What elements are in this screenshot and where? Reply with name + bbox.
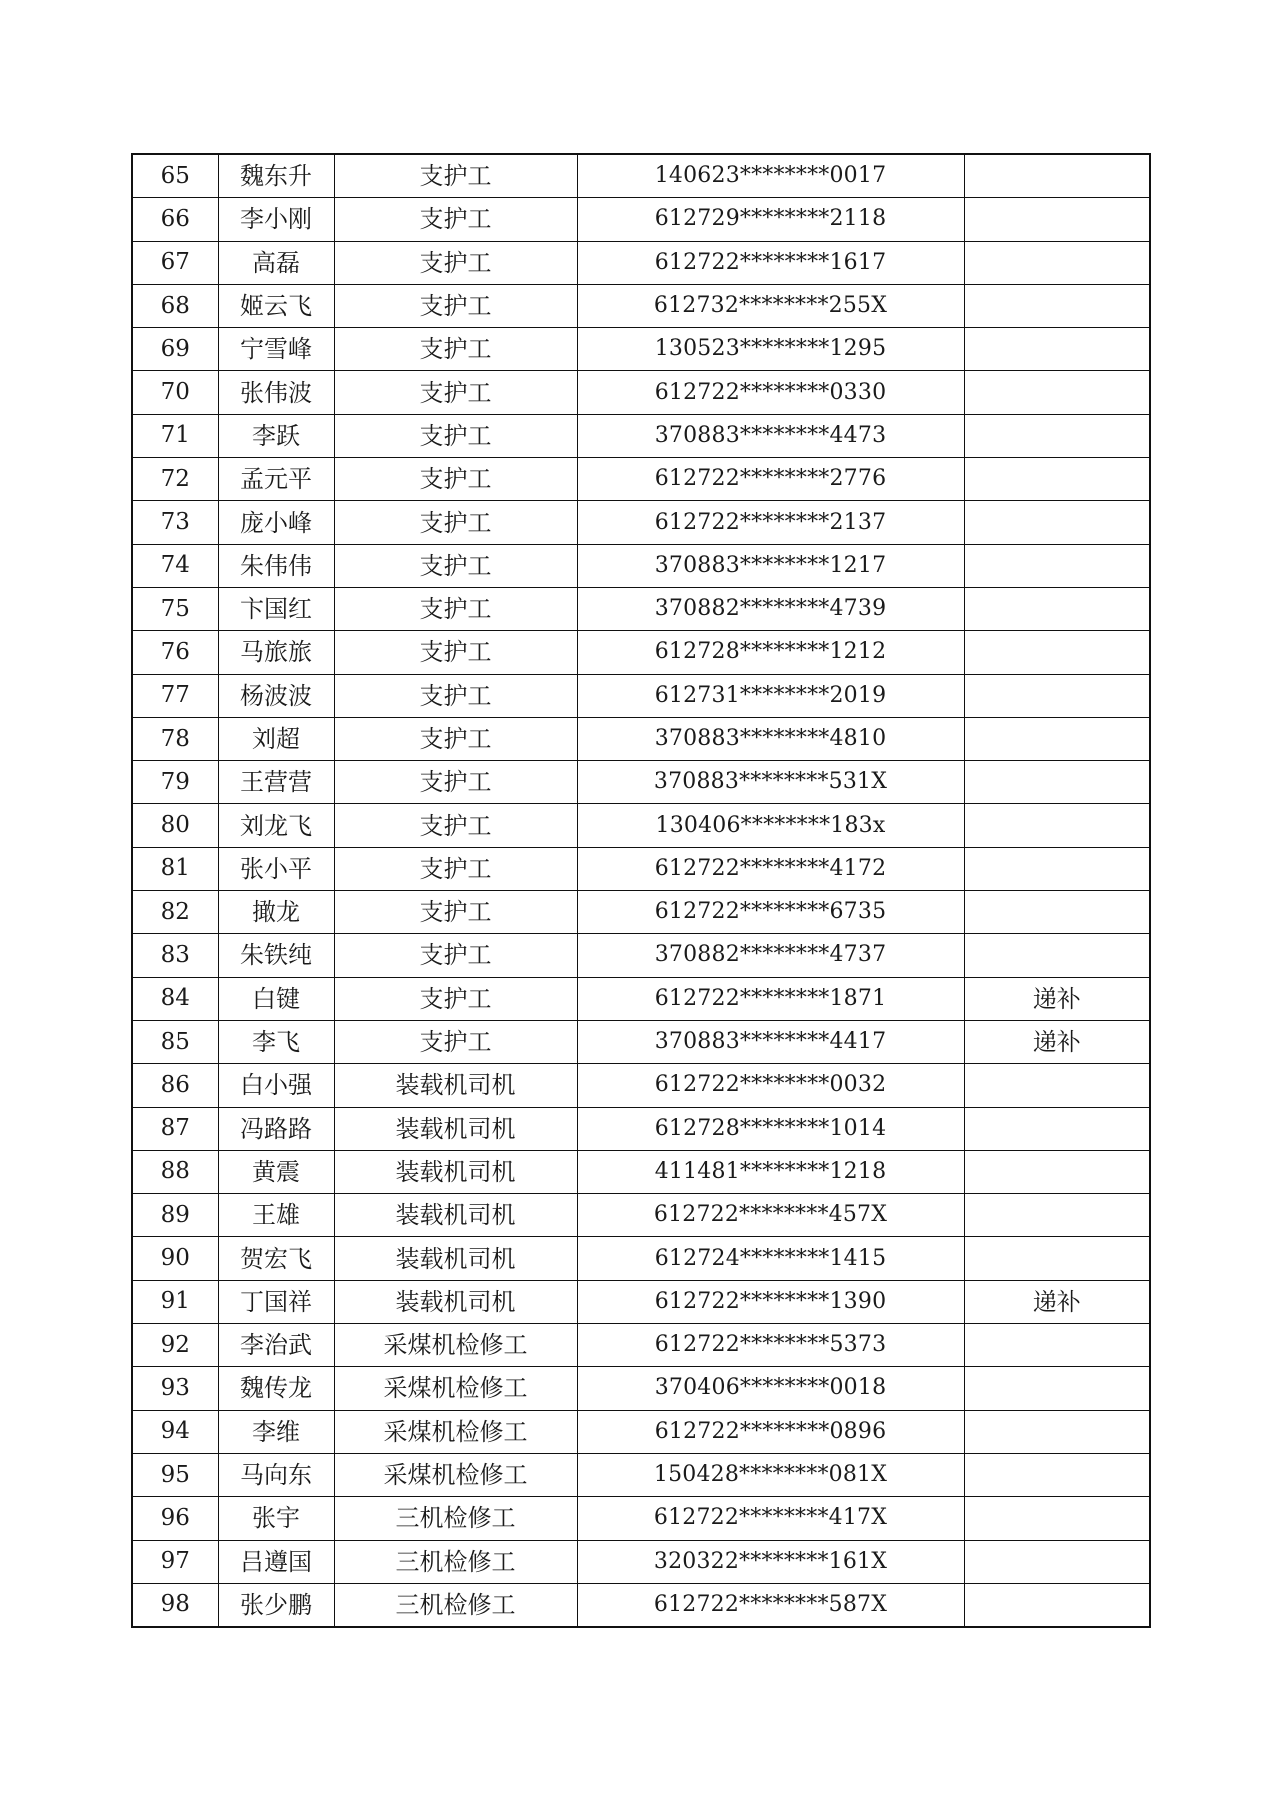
cell-remark (964, 631, 1150, 674)
cell-remark: 递补 (964, 1280, 1150, 1323)
cell-remark (964, 414, 1150, 457)
cell-remark (964, 1540, 1150, 1583)
cell-job-type: 支护工 (334, 934, 577, 977)
cell-id-number: 612728********1212 (577, 631, 964, 674)
cell-remark (964, 1150, 1150, 1193)
cell-name: 撖龙 (218, 891, 334, 934)
table-row (132, 1194, 1150, 1237)
table-row (132, 934, 1150, 977)
cell-row-number: 76 (132, 631, 218, 674)
cell-id-number: 150428********081X (577, 1453, 964, 1496)
cell-remark (964, 501, 1150, 544)
cell-remark (964, 1367, 1150, 1410)
cell-id-number: 370883********4417 (577, 1020, 964, 1063)
cell-row-number: 78 (132, 717, 218, 760)
cell-remark (964, 1194, 1150, 1237)
cell-row-number: 79 (132, 761, 218, 804)
table-row (132, 804, 1150, 847)
cell-id-number: 612722********5373 (577, 1324, 964, 1367)
cell-row-number: 67 (132, 241, 218, 284)
table-row (132, 1583, 1150, 1627)
cell-name: 姬云飞 (218, 284, 334, 327)
cell-job-type: 支护工 (334, 717, 577, 760)
cell-id-number: 370883********4810 (577, 717, 964, 760)
cell-job-type: 采煤机检修工 (334, 1453, 577, 1496)
cell-row-number: 75 (132, 587, 218, 630)
cell-row-number: 91 (132, 1280, 218, 1323)
cell-name: 卞国红 (218, 587, 334, 630)
cell-id-number: 370406********0018 (577, 1367, 964, 1410)
cell-name: 刘龙飞 (218, 804, 334, 847)
cell-job-type: 支护工 (334, 804, 577, 847)
cell-row-number: 69 (132, 328, 218, 371)
cell-job-type: 支护工 (334, 458, 577, 501)
cell-remark (964, 241, 1150, 284)
cell-row-number: 71 (132, 414, 218, 457)
cell-id-number: 612729********2118 (577, 198, 964, 241)
cell-name: 白小强 (218, 1064, 334, 1107)
table-row (132, 1540, 1150, 1583)
cell-id-number: 612722********2776 (577, 458, 964, 501)
cell-row-number: 72 (132, 458, 218, 501)
table-row (132, 891, 1150, 934)
cell-id-number: 612722********0896 (577, 1410, 964, 1453)
cell-row-number: 74 (132, 544, 218, 587)
table-row (132, 1453, 1150, 1496)
roster-table-body (132, 154, 1150, 1627)
table-row (132, 1150, 1150, 1193)
cell-row-number: 90 (132, 1237, 218, 1280)
cell-job-type: 装载机司机 (334, 1064, 577, 1107)
table-row (132, 1107, 1150, 1150)
cell-remark (964, 198, 1150, 241)
cell-name: 朱伟伟 (218, 544, 334, 587)
cell-job-type: 支护工 (334, 544, 577, 587)
table-row (132, 154, 1150, 198)
cell-name: 马向东 (218, 1453, 334, 1496)
table-row (132, 1020, 1150, 1063)
cell-job-type: 支护工 (334, 371, 577, 414)
cell-remark (964, 284, 1150, 327)
table-row (132, 977, 1150, 1020)
cell-row-number: 85 (132, 1020, 218, 1063)
cell-name: 李小刚 (218, 198, 334, 241)
cell-remark (964, 1064, 1150, 1107)
cell-job-type: 支护工 (334, 631, 577, 674)
table-row (132, 414, 1150, 457)
table-row (132, 1064, 1150, 1107)
cell-row-number: 94 (132, 1410, 218, 1453)
cell-name: 王雄 (218, 1194, 334, 1237)
cell-id-number: 612722********1871 (577, 977, 964, 1020)
cell-id-number: 370883********1217 (577, 544, 964, 587)
cell-id-number: 612728********1014 (577, 1107, 964, 1150)
cell-name: 刘超 (218, 717, 334, 760)
cell-row-number: 96 (132, 1497, 218, 1540)
table-row (132, 1410, 1150, 1453)
cell-row-number: 65 (132, 154, 218, 198)
table-row (132, 1367, 1150, 1410)
cell-id-number: 370882********4737 (577, 934, 964, 977)
cell-id-number: 612722********6735 (577, 891, 964, 934)
cell-remark (964, 154, 1150, 198)
cell-job-type: 装载机司机 (334, 1280, 577, 1323)
cell-id-number: 370883********531X (577, 761, 964, 804)
cell-remark (964, 458, 1150, 501)
cell-job-type: 支护工 (334, 241, 577, 284)
cell-id-number: 130523********1295 (577, 328, 964, 371)
table-row (132, 674, 1150, 717)
table-row (132, 284, 1150, 327)
table-row (132, 241, 1150, 284)
cell-job-type: 支护工 (334, 587, 577, 630)
cell-id-number: 612722********457X (577, 1194, 964, 1237)
cell-job-type: 支护工 (334, 284, 577, 327)
cell-name: 吕遵国 (218, 1540, 334, 1583)
cell-job-type: 采煤机检修工 (334, 1367, 577, 1410)
cell-name: 白键 (218, 977, 334, 1020)
cell-remark (964, 1107, 1150, 1150)
cell-row-number: 86 (132, 1064, 218, 1107)
cell-remark (964, 544, 1150, 587)
cell-row-number: 87 (132, 1107, 218, 1150)
cell-job-type: 装载机司机 (334, 1237, 577, 1280)
cell-job-type: 装载机司机 (334, 1194, 577, 1237)
cell-id-number: 612722********2137 (577, 501, 964, 544)
cell-row-number: 88 (132, 1150, 218, 1193)
cell-remark (964, 1237, 1150, 1280)
cell-name: 张伟波 (218, 371, 334, 414)
cell-job-type: 支护工 (334, 501, 577, 544)
cell-name: 张宇 (218, 1497, 334, 1540)
cell-name: 张少鹏 (218, 1583, 334, 1627)
cell-remark (964, 1410, 1150, 1453)
cell-job-type: 采煤机检修工 (334, 1324, 577, 1367)
cell-job-type: 装载机司机 (334, 1107, 577, 1150)
cell-job-type: 支护工 (334, 891, 577, 934)
cell-remark (964, 371, 1150, 414)
cell-name: 杨波波 (218, 674, 334, 717)
table-row (132, 717, 1150, 760)
table-row (132, 328, 1150, 371)
cell-name: 马旅旅 (218, 631, 334, 674)
cell-row-number: 92 (132, 1324, 218, 1367)
cell-id-number: 140623********0017 (577, 154, 964, 198)
cell-id-number: 612731********2019 (577, 674, 964, 717)
cell-row-number: 77 (132, 674, 218, 717)
cell-remark (964, 1497, 1150, 1540)
cell-remark (964, 674, 1150, 717)
cell-row-number: 80 (132, 804, 218, 847)
cell-id-number: 370882********4739 (577, 587, 964, 630)
cell-name: 李维 (218, 1410, 334, 1453)
cell-row-number: 81 (132, 847, 218, 890)
cell-row-number: 95 (132, 1453, 218, 1496)
table-row (132, 587, 1150, 630)
cell-row-number: 68 (132, 284, 218, 327)
cell-job-type: 支护工 (334, 847, 577, 890)
cell-remark: 递补 (964, 977, 1150, 1020)
cell-name: 孟元平 (218, 458, 334, 501)
cell-remark (964, 891, 1150, 934)
table-row (132, 371, 1150, 414)
cell-name: 李治武 (218, 1324, 334, 1367)
cell-job-type: 支护工 (334, 414, 577, 457)
cell-row-number: 83 (132, 934, 218, 977)
cell-id-number: 612722********1390 (577, 1280, 964, 1323)
cell-remark (964, 804, 1150, 847)
cell-name: 王营营 (218, 761, 334, 804)
table-row (132, 544, 1150, 587)
cell-remark (964, 934, 1150, 977)
cell-id-number: 612722********587X (577, 1583, 964, 1627)
cell-id-number: 612722********4172 (577, 847, 964, 890)
table-row (132, 1237, 1150, 1280)
cell-row-number: 97 (132, 1540, 218, 1583)
cell-remark (964, 717, 1150, 760)
cell-row-number: 82 (132, 891, 218, 934)
cell-row-number: 73 (132, 501, 218, 544)
cell-remark (964, 1583, 1150, 1627)
table-row (132, 501, 1150, 544)
table-row (132, 1324, 1150, 1367)
table-row (132, 1497, 1150, 1540)
cell-id-number: 612724********1415 (577, 1237, 964, 1280)
cell-remark (964, 761, 1150, 804)
cell-name: 高磊 (218, 241, 334, 284)
cell-job-type: 支护工 (334, 674, 577, 717)
table-row (132, 847, 1150, 890)
cell-remark (964, 328, 1150, 371)
roster-table (131, 153, 1151, 1628)
cell-job-type: 支护工 (334, 761, 577, 804)
cell-row-number: 84 (132, 977, 218, 1020)
cell-name: 李飞 (218, 1020, 334, 1063)
cell-id-number: 612722********0330 (577, 371, 964, 414)
cell-job-type: 装载机司机 (334, 1150, 577, 1193)
cell-remark (964, 847, 1150, 890)
cell-name: 黄震 (218, 1150, 334, 1193)
cell-row-number: 70 (132, 371, 218, 414)
cell-name: 庞小峰 (218, 501, 334, 544)
cell-name: 宁雪峰 (218, 328, 334, 371)
cell-id-number: 612722********1617 (577, 241, 964, 284)
cell-name: 贺宏飞 (218, 1237, 334, 1280)
cell-job-type: 三机检修工 (334, 1583, 577, 1627)
cell-job-type: 采煤机检修工 (334, 1410, 577, 1453)
cell-name: 冯路路 (218, 1107, 334, 1150)
cell-job-type: 支护工 (334, 198, 577, 241)
cell-name: 魏东升 (218, 154, 334, 198)
cell-job-type: 支护工 (334, 977, 577, 1020)
cell-id-number: 370883********4473 (577, 414, 964, 457)
cell-name: 李跃 (218, 414, 334, 457)
cell-name: 魏传龙 (218, 1367, 334, 1410)
cell-id-number: 411481********1218 (577, 1150, 964, 1193)
cell-remark (964, 1453, 1150, 1496)
table-row (132, 631, 1150, 674)
cell-id-number: 612722********417X (577, 1497, 964, 1540)
cell-row-number: 66 (132, 198, 218, 241)
cell-row-number: 93 (132, 1367, 218, 1410)
cell-id-number: 130406********183x (577, 804, 964, 847)
cell-name: 朱铁纯 (218, 934, 334, 977)
table-row (132, 1280, 1150, 1323)
cell-name: 丁国祥 (218, 1280, 334, 1323)
cell-id-number: 320322********161X (577, 1540, 964, 1583)
cell-row-number: 89 (132, 1194, 218, 1237)
cell-id-number: 612732********255X (577, 284, 964, 327)
cell-row-number: 98 (132, 1583, 218, 1627)
cell-job-type: 三机检修工 (334, 1540, 577, 1583)
cell-remark (964, 587, 1150, 630)
cell-job-type: 三机检修工 (334, 1497, 577, 1540)
cell-job-type: 支护工 (334, 1020, 577, 1063)
cell-job-type: 支护工 (334, 328, 577, 371)
cell-job-type: 支护工 (334, 154, 577, 198)
table-row (132, 761, 1150, 804)
cell-id-number: 612722********0032 (577, 1064, 964, 1107)
cell-remark: 递补 (964, 1020, 1150, 1063)
table-row (132, 458, 1150, 501)
table-row (132, 198, 1150, 241)
cell-name: 张小平 (218, 847, 334, 890)
cell-remark (964, 1324, 1150, 1367)
